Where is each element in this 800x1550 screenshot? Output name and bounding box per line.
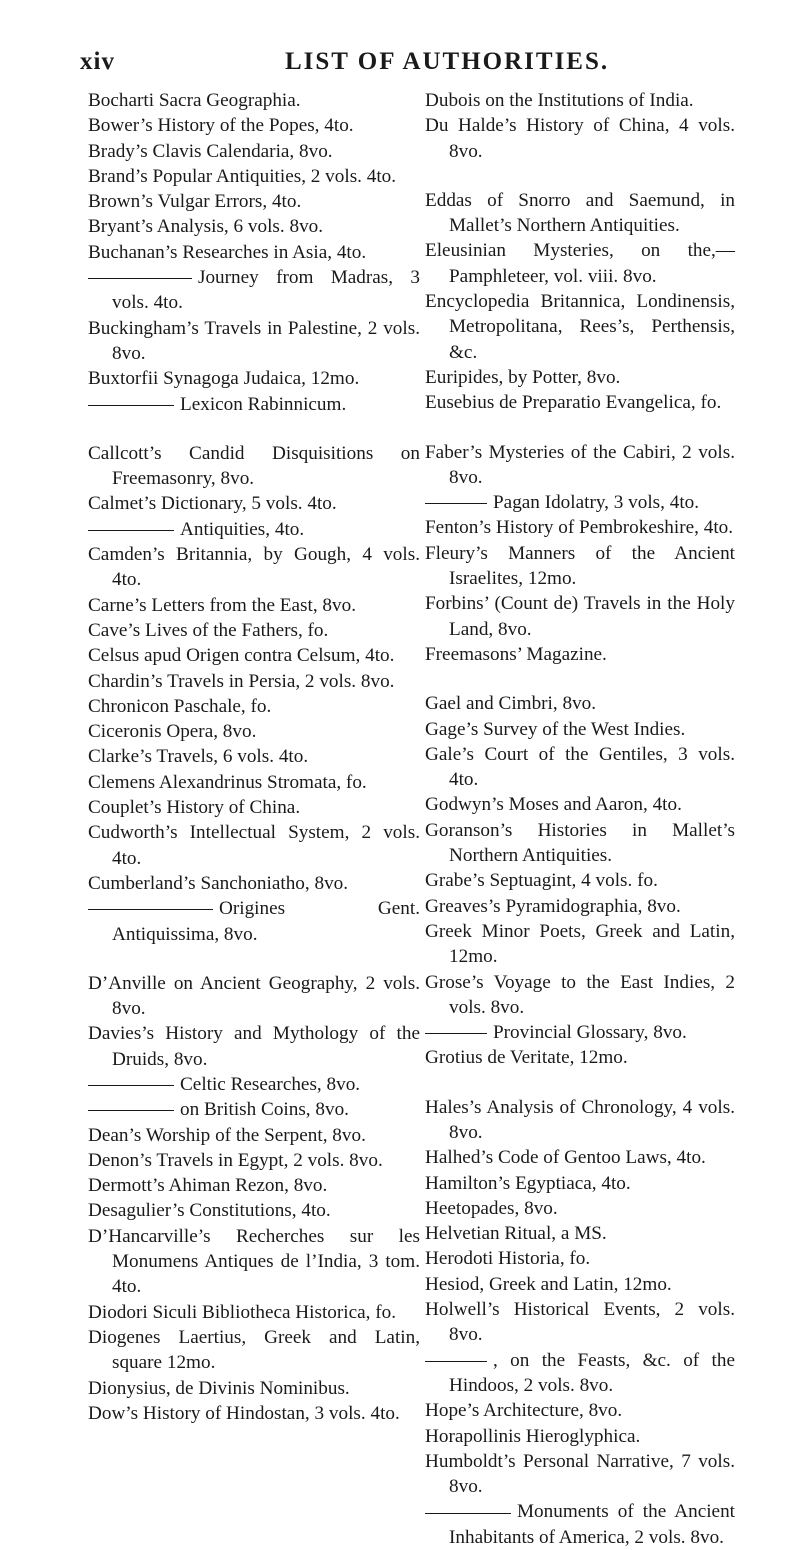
entry-text: Fleury’s Manners of the Ancient Israelites, 12mo.: [425, 542, 735, 590]
bibliography-entry: [88, 366, 420, 391]
bibliography-entry: [88, 820, 420, 871]
bibliography-entry: [425, 792, 735, 817]
entry-text: Dean’s Worship of the Serpent, 8vo.: [88, 1124, 366, 1146]
bibliography-entry: [425, 1297, 735, 1348]
ditto-dash: [88, 278, 192, 279]
entry-text: Cumberland’s Sanchoniatho, 8vo.: [88, 872, 349, 894]
bibliography-entry: [425, 919, 735, 970]
entry-text: Brand’s Popular Antiquities, 2 vols. 4to.: [88, 165, 397, 187]
right-column: [425, 88, 735, 1550]
bibliography-entry: [88, 517, 420, 542]
entry-text: Fenton’s History of Pembrokeshire, 4to.: [425, 517, 734, 539]
entry-text: Antiquities, 4to.: [180, 518, 305, 540]
bibliography-entry: [88, 88, 420, 113]
entry-text: Dionysius, de Divinis Nominibus.: [88, 1377, 350, 1399]
entry-text: Diogenes Laertius, Greek and Latin, square 12mo.: [88, 1326, 420, 1374]
bibliography-entry: [88, 1198, 420, 1223]
bibliography-entry: [88, 643, 420, 668]
entry-text: Chardin’s Travels in Persia, 2 vols. 8vo.: [88, 670, 395, 692]
entry-text: Buxtorfii Synagoga Judaica, 12mo.: [88, 368, 360, 390]
entry-text: Carne’s Letters from the East, 8vo.: [88, 594, 357, 616]
ditto-dash: [425, 1361, 487, 1362]
entry-text: Origines Gent. Antiquissima, 8vo.: [112, 898, 420, 945]
ditto-dash: [88, 530, 174, 531]
bibliography-entry: [425, 541, 735, 592]
entry-text: Chronicon Paschale, fo.: [88, 695, 272, 717]
entry-text: Herodoti Historia, fo.: [425, 1248, 591, 1270]
entry-text: Callcott’s Candid Disquisitions on Freemasonry, 8vo.: [88, 442, 420, 490]
bibliography-entry: [425, 440, 735, 491]
entry-text: Hales’s Analysis of Chronology, 4 vols. 8vo.: [425, 1096, 735, 1143]
bibliography-entry: [425, 490, 735, 515]
bibliography-entry: [88, 1300, 420, 1325]
bibliography-entry: [425, 1449, 735, 1500]
entry-text: Brady’s Clavis Calendaria, 8vo.: [88, 140, 333, 162]
entry-text: Godwyn’s Moses and Aaron, 4to.: [425, 794, 682, 816]
bibliography-entry: [425, 1246, 735, 1271]
entry-text: Desagulier’s Constitutions, 4to.: [88, 1200, 331, 1222]
bibliography-entry: [425, 1171, 735, 1196]
entry-text: Couplet’s History of China.: [88, 797, 301, 819]
page-number: xiv: [80, 48, 115, 75]
entry-text: Journey from Madras, 3 vols. 4to.: [112, 267, 420, 314]
bibliography-entry: [88, 214, 420, 239]
bibliography-entry: [88, 240, 420, 265]
running-head-title: LIST OF AUTHORITIES.: [285, 48, 610, 75]
entry-text: Faber’s Mysteries of the Cabiri, 2 vols. 8vo.: [425, 441, 735, 488]
entry-text: Hope’s Architecture, 8vo.: [425, 1400, 623, 1422]
ditto-dash: [425, 1513, 511, 1514]
entry-text: Helvetian Ritual, a MS.: [425, 1223, 607, 1245]
entry-text: Dubois on the Institutions of India.: [425, 90, 694, 111]
entry-text: Freemasons’ Magazine.: [425, 643, 607, 665]
bibliography-entry: [425, 1145, 735, 1170]
entry-text: Encyclopedia Britannica, Londinensis, Metropolitana, Rees’s, Perthensis, &c.: [425, 291, 735, 363]
bibliography-entry: [88, 189, 420, 214]
bibliography-entry: [425, 1348, 735, 1399]
entry-text: Provincial Glossary, 8vo.: [493, 1022, 687, 1044]
bibliography-entry: [88, 491, 420, 516]
entry-text: Calmet’s Dictionary, 5 vols. 4to.: [88, 493, 337, 515]
bibliography-entry: [425, 717, 735, 742]
bibliography-entry: [425, 894, 735, 919]
entry-text: Diodori Siculi Bibliotheca Historica, fo.: [88, 1301, 397, 1323]
bibliography-entry: [425, 365, 735, 390]
entry-text: Ciceronis Opera, 8vo.: [88, 721, 257, 743]
entry-text: Humboldt’s Personal Narrative, 7 vols. 8vo.: [425, 1450, 735, 1498]
bibliography-entry: [425, 88, 735, 113]
entry-text: Buchanan’s Researches in Asia, 4to.: [88, 241, 367, 263]
ditto-dash: [88, 1085, 174, 1086]
bibliography-entry: [88, 1021, 420, 1072]
bibliography-entry: [88, 392, 420, 417]
entry-text: Gael and Cimbri, 8vo.: [425, 693, 597, 715]
entry-text: Grotius de Veritate, 12mo.: [425, 1047, 628, 1069]
entry-text: Lexicon Rabinnicum.: [180, 393, 347, 415]
entry-text: Greek Minor Poets, Greek and Latin, 12mo.: [425, 920, 735, 968]
entry-text: Cave’s Lives of the Fathers, fo.: [88, 619, 329, 641]
bibliography-entry: [88, 164, 420, 189]
bibliography-entry: [88, 1148, 420, 1173]
bibliography-entry: [88, 1325, 420, 1376]
entry-text: D’Hancarville’s Recherches sur les Monumens Antiques de l’India, 3 tom. 4to.: [88, 1225, 420, 1298]
bibliography-entry: [425, 238, 735, 289]
bibliography-entry: [88, 1224, 420, 1300]
entry-text: Hamilton’s Egyptiaca, 4to.: [425, 1172, 631, 1194]
bibliography-entry: [88, 896, 420, 947]
bibliography-entry: [88, 1072, 420, 1097]
bibliography-entry: [425, 113, 735, 164]
entry-text: Eusebius de Preparatio Evangelica, fo.: [425, 392, 722, 414]
entry-text: Forbins’ (Count de) Travels in the Holy Land, 8vo.: [425, 593, 735, 640]
bibliography-entry: [88, 265, 420, 316]
entry-text: Du Halde’s History of China, 4 vols. 8vo.: [425, 115, 735, 162]
bibliography-entry: [425, 970, 735, 1021]
bibliography-entry: [425, 868, 735, 893]
bibliography-entry: [425, 642, 735, 667]
bibliography-entry: [88, 669, 420, 694]
bibliography-entry: [425, 1045, 735, 1070]
bibliography-entry: [88, 871, 420, 896]
entry-text: D’Anville on Ancient Geography, 2 vols. 8vo.: [88, 972, 420, 1020]
entry-text: Clarke’s Travels, 6 vols. 4to.: [88, 746, 309, 768]
entry-text: Celtic Researches, 8vo.: [180, 1073, 361, 1095]
bibliography-entry: [88, 1376, 420, 1401]
entry-text: Greaves’s Pyramidographia, 8vo.: [425, 895, 681, 917]
bibliography-entry: [88, 441, 420, 492]
entry-text: Grabe’s Septuagint, 4 vols. fo.: [425, 870, 658, 892]
bibliography-entry: [425, 1499, 735, 1550]
entry-text: Clemens Alexandrinus Stromata, fo.: [88, 771, 367, 793]
entry-text: Eddas of Snorro and Saemund, in Mallet’s Northern Antiquities.: [425, 189, 735, 237]
entry-text: Bocharti Sacra Geographia.: [88, 90, 301, 111]
bibliography-entry: [425, 1020, 735, 1045]
bibliography-entry: [88, 618, 420, 643]
bibliography-entry: [88, 971, 420, 1022]
entry-text: Heetopades, 8vo.: [425, 1197, 558, 1219]
bibliography-entry: [88, 139, 420, 164]
bibliography-entry: [88, 719, 420, 744]
entry-text: Grose’s Voyage to the East Indies, 2 vols. 8vo.: [425, 971, 735, 1018]
bibliography-entry: [88, 770, 420, 795]
bibliography-entry: [88, 1097, 420, 1122]
entry-text: Euripides, by Potter, 8vo.: [425, 366, 621, 388]
entry-text: Bower’s History of the Popes, 4to.: [88, 115, 354, 137]
ditto-dash: [88, 1110, 174, 1111]
left-column: [88, 88, 420, 1426]
entry-text: Gage’s Survey of the West Indies.: [425, 718, 686, 740]
entry-text: Camden’s Britannia, by Gough, 4 vols. 4to.: [88, 544, 420, 591]
entry-text: Dow’s History of Hindostan, 3 vols. 4to.: [88, 1402, 400, 1424]
bibliography-entry: [88, 1123, 420, 1148]
bibliography-entry: [425, 1221, 735, 1246]
bibliography-entry: [425, 390, 735, 415]
bibliography-entry: [425, 1196, 735, 1221]
bibliography-entry: [88, 694, 420, 719]
bibliography-entry: [425, 818, 735, 869]
bibliography-entry: [88, 1173, 420, 1198]
ditto-dash: [425, 1033, 487, 1034]
ditto-dash: [88, 405, 174, 406]
entry-text: Halhed’s Code of Gentoo Laws, 4to.: [425, 1147, 706, 1169]
bibliography-entry: [88, 316, 420, 367]
entry-text: Brown’s Vulgar Errors, 4to.: [88, 191, 302, 213]
entry-text: Eleusinian Mysteries, on the,—Pamphleteer, vol. viii. 8vo.: [425, 240, 735, 287]
entry-text: Cudworth’s Intellectual System, 2 vols. 4to.: [88, 822, 420, 869]
page-header: [0, 48, 800, 88]
entry-text: Davies’s History and Mythology of the Druids, 8vo.: [88, 1023, 420, 1070]
bibliography-entry: [425, 1272, 735, 1297]
bibliography-entry: [88, 113, 420, 138]
bibliography-entry: [425, 1095, 735, 1146]
bibliography-entry: [88, 542, 420, 593]
bibliography-entry: [425, 289, 735, 365]
entry-text: Horapollinis Hieroglyphica.: [425, 1425, 641, 1447]
entry-text: Bryant’s Analysis, 6 vols. 8vo.: [88, 216, 324, 238]
bibliography-entry: [88, 593, 420, 618]
entry-text: on British Coins, 8vo.: [180, 1099, 349, 1121]
bibliography-entry: [88, 744, 420, 769]
bibliography-entry: [425, 188, 735, 239]
entry-text: Celsus apud Origen contra Celsum, 4to.: [88, 645, 395, 667]
entry-text: Dermott’s Ahiman Rezon, 8vo.: [88, 1175, 328, 1197]
bibliography-entry: [425, 1398, 735, 1423]
entry-text: , on the Feasts, &c. of the Hindoos, 2 vols. 8vo.: [449, 1349, 735, 1396]
bibliography-entry: [425, 515, 735, 540]
bibliography-entry: [425, 1424, 735, 1449]
entry-text: Hesiod, Greek and Latin, 12mo.: [425, 1273, 672, 1295]
bibliography-entry: [425, 691, 735, 716]
bibliography-entry: [425, 742, 735, 793]
entry-text: Denon’s Travels in Egypt, 2 vols. 8vo.: [88, 1149, 383, 1171]
entry-text: Gale’s Court of the Gentiles, 3 vols. 4to.: [425, 743, 735, 791]
entry-text: Goranson’s Histories in Mallet’s Northern Antiquities.: [425, 819, 735, 867]
entry-text: Pagan Idolatry, 3 vols, 4to.: [493, 492, 700, 514]
entry-text: Holwell’s Historical Events, 2 vols. 8vo.: [425, 1299, 735, 1346]
entry-text: Monuments of the Ancient Inhabitants of America, 2 vols. 8vo.: [449, 1501, 735, 1548]
ditto-dash: [88, 909, 213, 910]
entry-text: Buckingham’s Travels in Palestine, 2 vols. 8vo.: [88, 317, 420, 364]
bibliography-entry: [88, 1401, 420, 1426]
bibliography-entry: [88, 795, 420, 820]
ditto-dash: [425, 503, 487, 504]
bibliography-entry: [425, 591, 735, 642]
